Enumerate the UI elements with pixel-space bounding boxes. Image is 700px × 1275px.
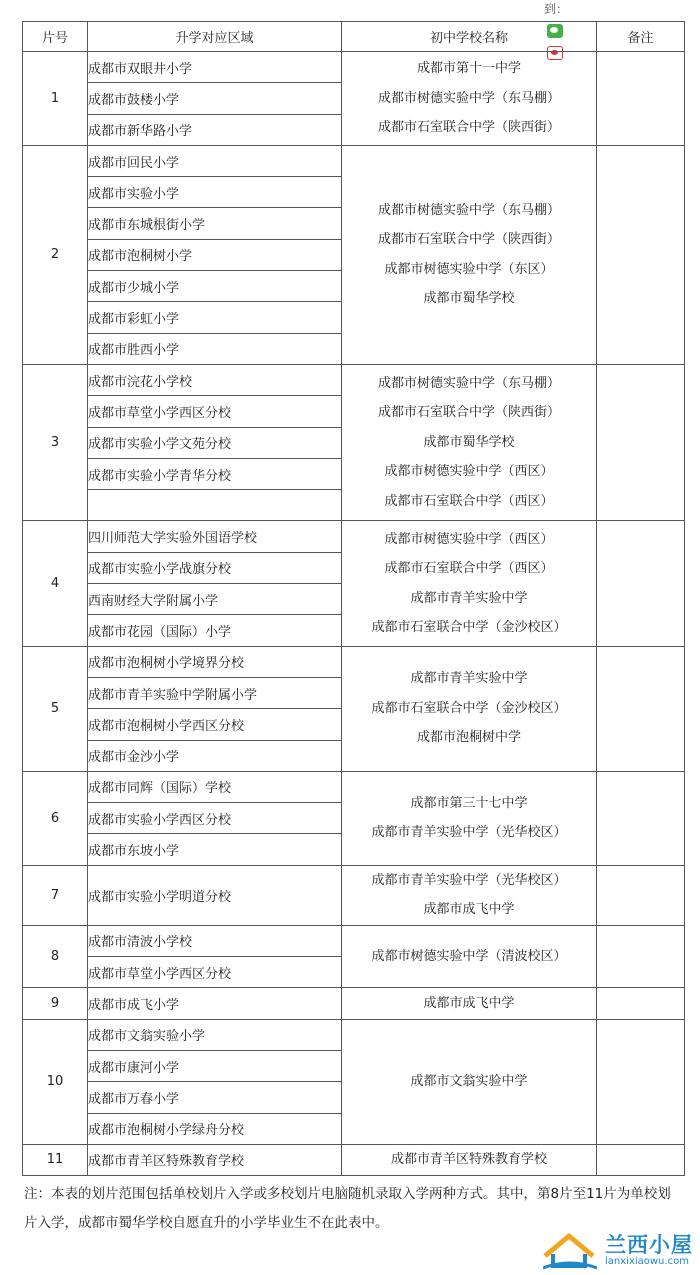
school-allocation-table bbox=[22, 21, 685, 1176]
middle-school-name: 成都市青羊实验中学（光华校区） bbox=[371, 872, 567, 888]
area-cell bbox=[88, 490, 342, 521]
table-row bbox=[23, 771, 685, 802]
table-row bbox=[23, 988, 685, 1019]
piece-number: 10 bbox=[23, 1019, 88, 1144]
remarks-cell bbox=[597, 364, 685, 520]
middle-school-name: 成都市石室联合中学（金沙校区） bbox=[371, 620, 567, 636]
middle-school-name: 成都市石室联合中学（陕西街） bbox=[377, 120, 560, 136]
area-cell: 成都市东坡小学 bbox=[88, 834, 342, 865]
middle-school-name: 成都市青羊区特殊教育学校 bbox=[390, 1152, 547, 1168]
middle-school-name: 成都市第十一中学 bbox=[416, 61, 521, 77]
middle-school-cell bbox=[342, 925, 597, 988]
piece-number: 5 bbox=[23, 646, 88, 771]
area-cell: 成都市实验小学明道分校 bbox=[88, 865, 342, 925]
remarks-cell bbox=[597, 52, 685, 146]
area-cell: 成都市泡桐树小学境界分校 bbox=[88, 646, 342, 677]
piece-number: 8 bbox=[23, 925, 88, 988]
middle-school-cell bbox=[342, 521, 597, 646]
area-cell: 成都市万春小学 bbox=[88, 1082, 342, 1113]
area-cell: 成都市泡桐树小学西区分校 bbox=[88, 709, 342, 740]
middle-school-name: 成都市石室联合中学（陕西街） bbox=[377, 232, 560, 248]
piece-number: 6 bbox=[23, 771, 88, 865]
area-cell: 成都市彩虹小学 bbox=[88, 302, 342, 333]
remarks-cell bbox=[597, 521, 685, 646]
remarks-cell bbox=[597, 771, 685, 865]
area-cell: 四川师范大学实验外国语学校 bbox=[88, 521, 342, 552]
middle-school-name: 成都市树德实验中学（西区） bbox=[384, 464, 554, 480]
middle-school-name: 成都市石室联合中学（西区） bbox=[384, 493, 554, 509]
middle-school-cell bbox=[342, 771, 597, 865]
middle-school-cell bbox=[342, 646, 597, 771]
middle-school-cell bbox=[342, 1144, 597, 1175]
area-cell: 成都市青羊实验中学附属小学 bbox=[88, 677, 342, 708]
middle-school-name: 成都市树德实验中学（东马棚） bbox=[377, 202, 560, 218]
piece-number: 9 bbox=[23, 988, 88, 1019]
house-logo-icon bbox=[543, 1232, 597, 1270]
table-header-row bbox=[23, 22, 685, 52]
piece-number: 1 bbox=[23, 52, 88, 146]
middle-school-name: 成都市青羊实验中学 bbox=[410, 590, 528, 606]
area-cell: 成都市花园（国际）小学 bbox=[88, 615, 342, 646]
area-cell: 成都市清波小学校 bbox=[88, 925, 342, 956]
table-row bbox=[23, 145, 685, 176]
header-middle-school: 初中学校名称 bbox=[342, 22, 597, 52]
header-area: 升学对应区域 bbox=[88, 22, 342, 52]
middle-school-name: 成都市树德实验中学（东马棚） bbox=[377, 375, 560, 391]
table-row bbox=[23, 646, 685, 677]
middle-school-name: 成都市树德实验中学（西区） bbox=[384, 531, 554, 547]
middle-school-name: 成都市文翁实验中学 bbox=[410, 1073, 528, 1089]
table-row bbox=[23, 1019, 685, 1050]
middle-school-name: 成都市成飞中学 bbox=[423, 995, 515, 1011]
logo-site-url: lanxixiaowu.com bbox=[605, 1256, 689, 1267]
area-cell: 成都市草堂小学西区分校 bbox=[88, 957, 342, 988]
area-cell: 成都市草堂小学西区分校 bbox=[88, 396, 342, 427]
area-cell: 成都市少城小学 bbox=[88, 271, 342, 302]
middle-school-name: 成都市树德实验中学（清波校区） bbox=[371, 948, 567, 964]
area-cell: 成都市实验小学青华分校 bbox=[88, 458, 342, 489]
area-cell: 成都市双眼井小学 bbox=[88, 52, 342, 83]
area-cell: 成都市新华路小学 bbox=[88, 114, 342, 145]
area-cell: 西南财经大学附属小学 bbox=[88, 584, 342, 615]
table-row bbox=[23, 925, 685, 956]
middle-school-cell bbox=[342, 145, 597, 364]
remarks-cell bbox=[597, 988, 685, 1019]
middle-school-name: 成都市青羊实验中学 bbox=[410, 671, 528, 687]
middle-school-name: 成都市蜀华学校 bbox=[423, 434, 515, 450]
middle-school-name: 成都市成飞中学 bbox=[423, 902, 515, 918]
area-cell: 成都市实验小学战旗分校 bbox=[88, 552, 342, 583]
middle-school-name: 成都市石室联合中学（西区） bbox=[384, 561, 554, 577]
middle-school-name: 成都市泡桐树中学 bbox=[416, 730, 521, 746]
middle-school-name: 成都市石室联合中学（金沙校区） bbox=[371, 700, 567, 716]
remarks-cell bbox=[597, 865, 685, 925]
area-cell: 成都市东城根街小学 bbox=[88, 208, 342, 239]
area-cell: 成都市实验小学文苑分校 bbox=[88, 427, 342, 458]
remarks-cell bbox=[597, 145, 685, 364]
site-logo bbox=[543, 1228, 693, 1272]
table-row bbox=[23, 865, 685, 925]
header-piece-number: 片号 bbox=[23, 22, 88, 52]
piece-number: 7 bbox=[23, 865, 88, 925]
area-cell: 成都市鼓楼小学 bbox=[88, 83, 342, 114]
remarks-cell bbox=[597, 925, 685, 988]
area-cell: 成都市回民小学 bbox=[88, 145, 342, 176]
middle-school-cell bbox=[342, 865, 597, 925]
middle-school-cell bbox=[342, 364, 597, 520]
area-cell: 成都市实验小学 bbox=[88, 177, 342, 208]
middle-school-cell bbox=[342, 988, 597, 1019]
footnote: 注：本表的划片范围包括单校划片入学或多校划片电脑随机录取入学两种方式。其中，第8片至11片为单校划片入学，成都市蜀华学校自愿直升的小学毕业生不在此表中。 bbox=[24, 1186, 671, 1231]
area-cell: 成都市青羊区特殊教育学校 bbox=[88, 1144, 342, 1175]
middle-school-name: 成都市蜀华学校 bbox=[423, 291, 515, 307]
header-remarks: 备注 bbox=[597, 22, 685, 52]
middle-school-cell bbox=[342, 1019, 597, 1144]
table-row bbox=[23, 521, 685, 552]
piece-number: 3 bbox=[23, 364, 88, 520]
piece-number: 4 bbox=[23, 521, 88, 646]
table-row bbox=[23, 1144, 685, 1175]
area-cell: 成都市泡桐树小学 bbox=[88, 239, 342, 270]
area-cell: 成都市康河小学 bbox=[88, 1050, 342, 1081]
area-cell: 成都市实验小学西区分校 bbox=[88, 803, 342, 834]
area-cell: 成都市同辉（国际）学校 bbox=[88, 771, 342, 802]
area-cell: 成都市金沙小学 bbox=[88, 740, 342, 771]
middle-school-name: 成都市石室联合中学（陕西街） bbox=[377, 405, 560, 421]
middle-school-name: 成都市第三十七中学 bbox=[410, 795, 528, 811]
table-row bbox=[23, 52, 685, 83]
remarks-cell bbox=[597, 646, 685, 771]
area-cell: 成都市胜西小学 bbox=[88, 333, 342, 364]
remarks-cell bbox=[597, 1019, 685, 1144]
piece-number: 2 bbox=[23, 145, 88, 364]
area-cell: 成都市泡桐树小学绿舟分校 bbox=[88, 1113, 342, 1144]
piece-number: 11 bbox=[23, 1144, 88, 1175]
middle-school-name: 成都市青羊实验中学（光华校区） bbox=[371, 825, 567, 841]
area-cell: 成都市成飞小学 bbox=[88, 988, 342, 1019]
middle-school-cell bbox=[342, 52, 597, 146]
remarks-cell bbox=[597, 1144, 685, 1175]
area-cell: 成都市文翁实验小学 bbox=[88, 1019, 342, 1050]
table-row bbox=[23, 364, 685, 395]
top-text-fragment: 到： bbox=[543, 2, 568, 16]
middle-school-name: 成都市树德实验中学（东马棚） bbox=[377, 90, 560, 106]
area-cell: 成都市浣花小学校 bbox=[88, 364, 342, 395]
logo-brand-text: 兰西小屋 bbox=[605, 1233, 693, 1257]
middle-school-name: 成都市树德实验中学（东区） bbox=[384, 261, 554, 277]
